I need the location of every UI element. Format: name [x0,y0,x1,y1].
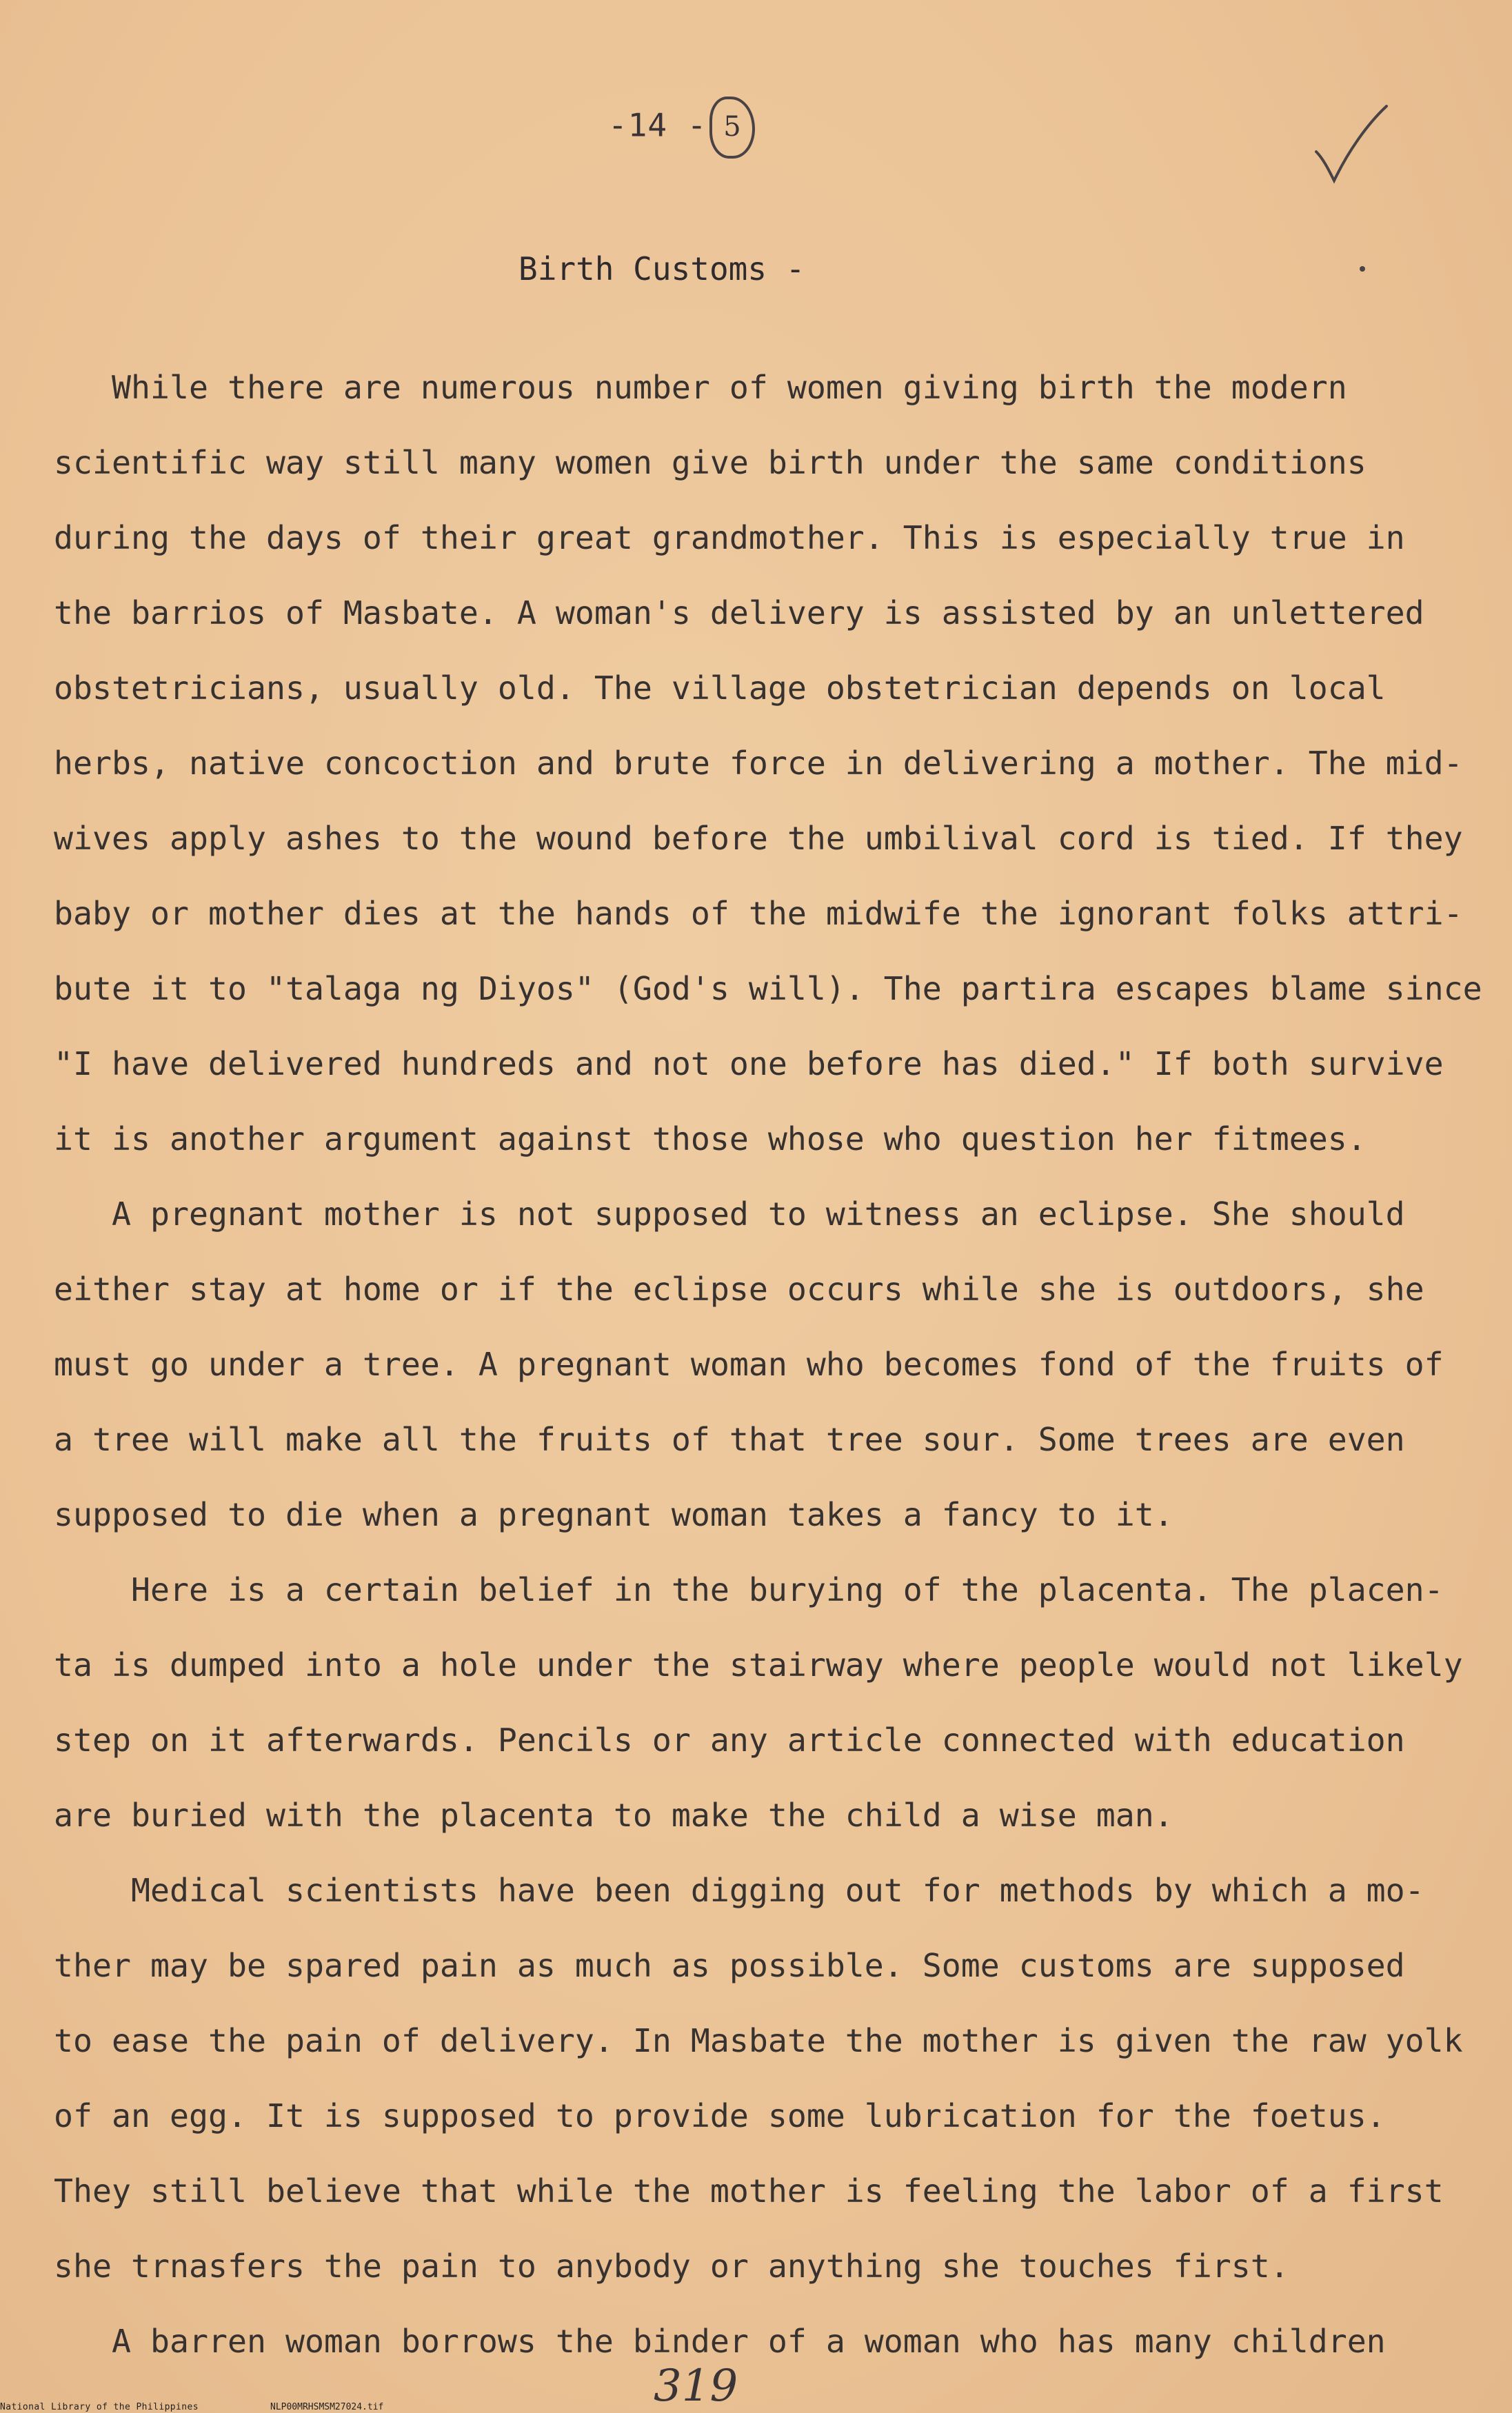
text-line: either stay at home or if the eclipse occurs while she is outdoors, she [54,1271,1424,1308]
text-line: of an egg. It is supposed to provide some lubrication for the foetus. [54,2097,1386,2134]
text-line: scientific way still many women give birth under the same conditions [54,444,1367,481]
text-line: it is another argument against those whose who question her fitmees. [54,1120,1367,1158]
page-number [608,97,755,159]
text-line: ta is dumped into a hole under the stairway where people would not likely [54,1646,1463,1684]
text-line: herbs, native concoction and brute force in delivering a mother. The mid- [54,745,1463,782]
text-line: to ease the pain of delivery. In Masbate the mother is given the raw yolk [54,2022,1463,2059]
page-number-text: -14 - [608,106,707,144]
text-line: While there are numerous number of women giving birth the modern [54,369,1347,406]
text-line: supposed to die when a pregnant woman takes a fancy to it. [54,1496,1173,1533]
text-line: a tree will make all the fruits of that tree sour. Some trees are even [54,1421,1405,1458]
text-line: bute it to "talaga ng Diyos" (God's will). The partira escapes blame since [54,970,1482,1007]
paragraph [54,1553,1488,1853]
text-line: she trnasfers the pain to anybody or anything she touches first. [54,2248,1289,2285]
text-line: A pregnant mother is not supposed to witness an eclipse. She should [54,1195,1405,1233]
text-line: ther may be spared pain as much as possible. Some customs are supposed [54,1947,1405,1984]
text-line: the barrios of Masbate. A woman's delivery is assisted by an unlettered [54,594,1424,632]
page-number-circled: 5 [709,97,755,159]
ink-dot [1360,266,1365,272]
text-line: Medical scientists have been digging out for methods by which a mo- [54,1872,1424,1909]
paragraph [54,1853,1488,2304]
footer-file-name: NLP00MRHSMSM27024.tif [270,2402,384,2412]
text-line: are buried with the placenta to make the child a wise man. [54,1797,1173,1834]
text-line: wives apply ashes to the wound before the umbilival cord is tied. If they [54,820,1463,857]
text-line: Here is a certain belief in the burying of the placenta. The placen- [54,1571,1444,1608]
text-line: A barren woman borrows the binder of a woman who has many children [54,2323,1386,2360]
footer-library-label: National Library of the Philippines [0,2402,199,2412]
handwritten-page-mark: 319 [654,2361,738,2412]
checkmark-icon [1313,103,1389,186]
paragraph [54,350,1488,1177]
paragraph [54,2304,1488,2379]
text-line: step on it afterwards. Pencils or any article connected with education [54,1722,1405,1759]
section-heading: Birth Customs - [518,250,805,287]
text-line: baby or mother dies at the hands of the midwife the ignorant folks attri- [54,895,1463,932]
body-text [54,350,1488,2379]
paragraph [54,1177,1488,1553]
text-line: "I have delivered hundreds and not one before has died." If both survive [54,1045,1444,1082]
text-line: They still believe that while the mother is feeling the labor of a first [54,2172,1444,2210]
text-line: must go under a tree. A pregnant woman who becomes fond of the fruits of [54,1346,1444,1383]
text-line: during the days of their great grandmother. This is especially true in [54,519,1405,556]
text-line: obstetricians, usually old. The village obstetrician depends on local [54,669,1386,707]
